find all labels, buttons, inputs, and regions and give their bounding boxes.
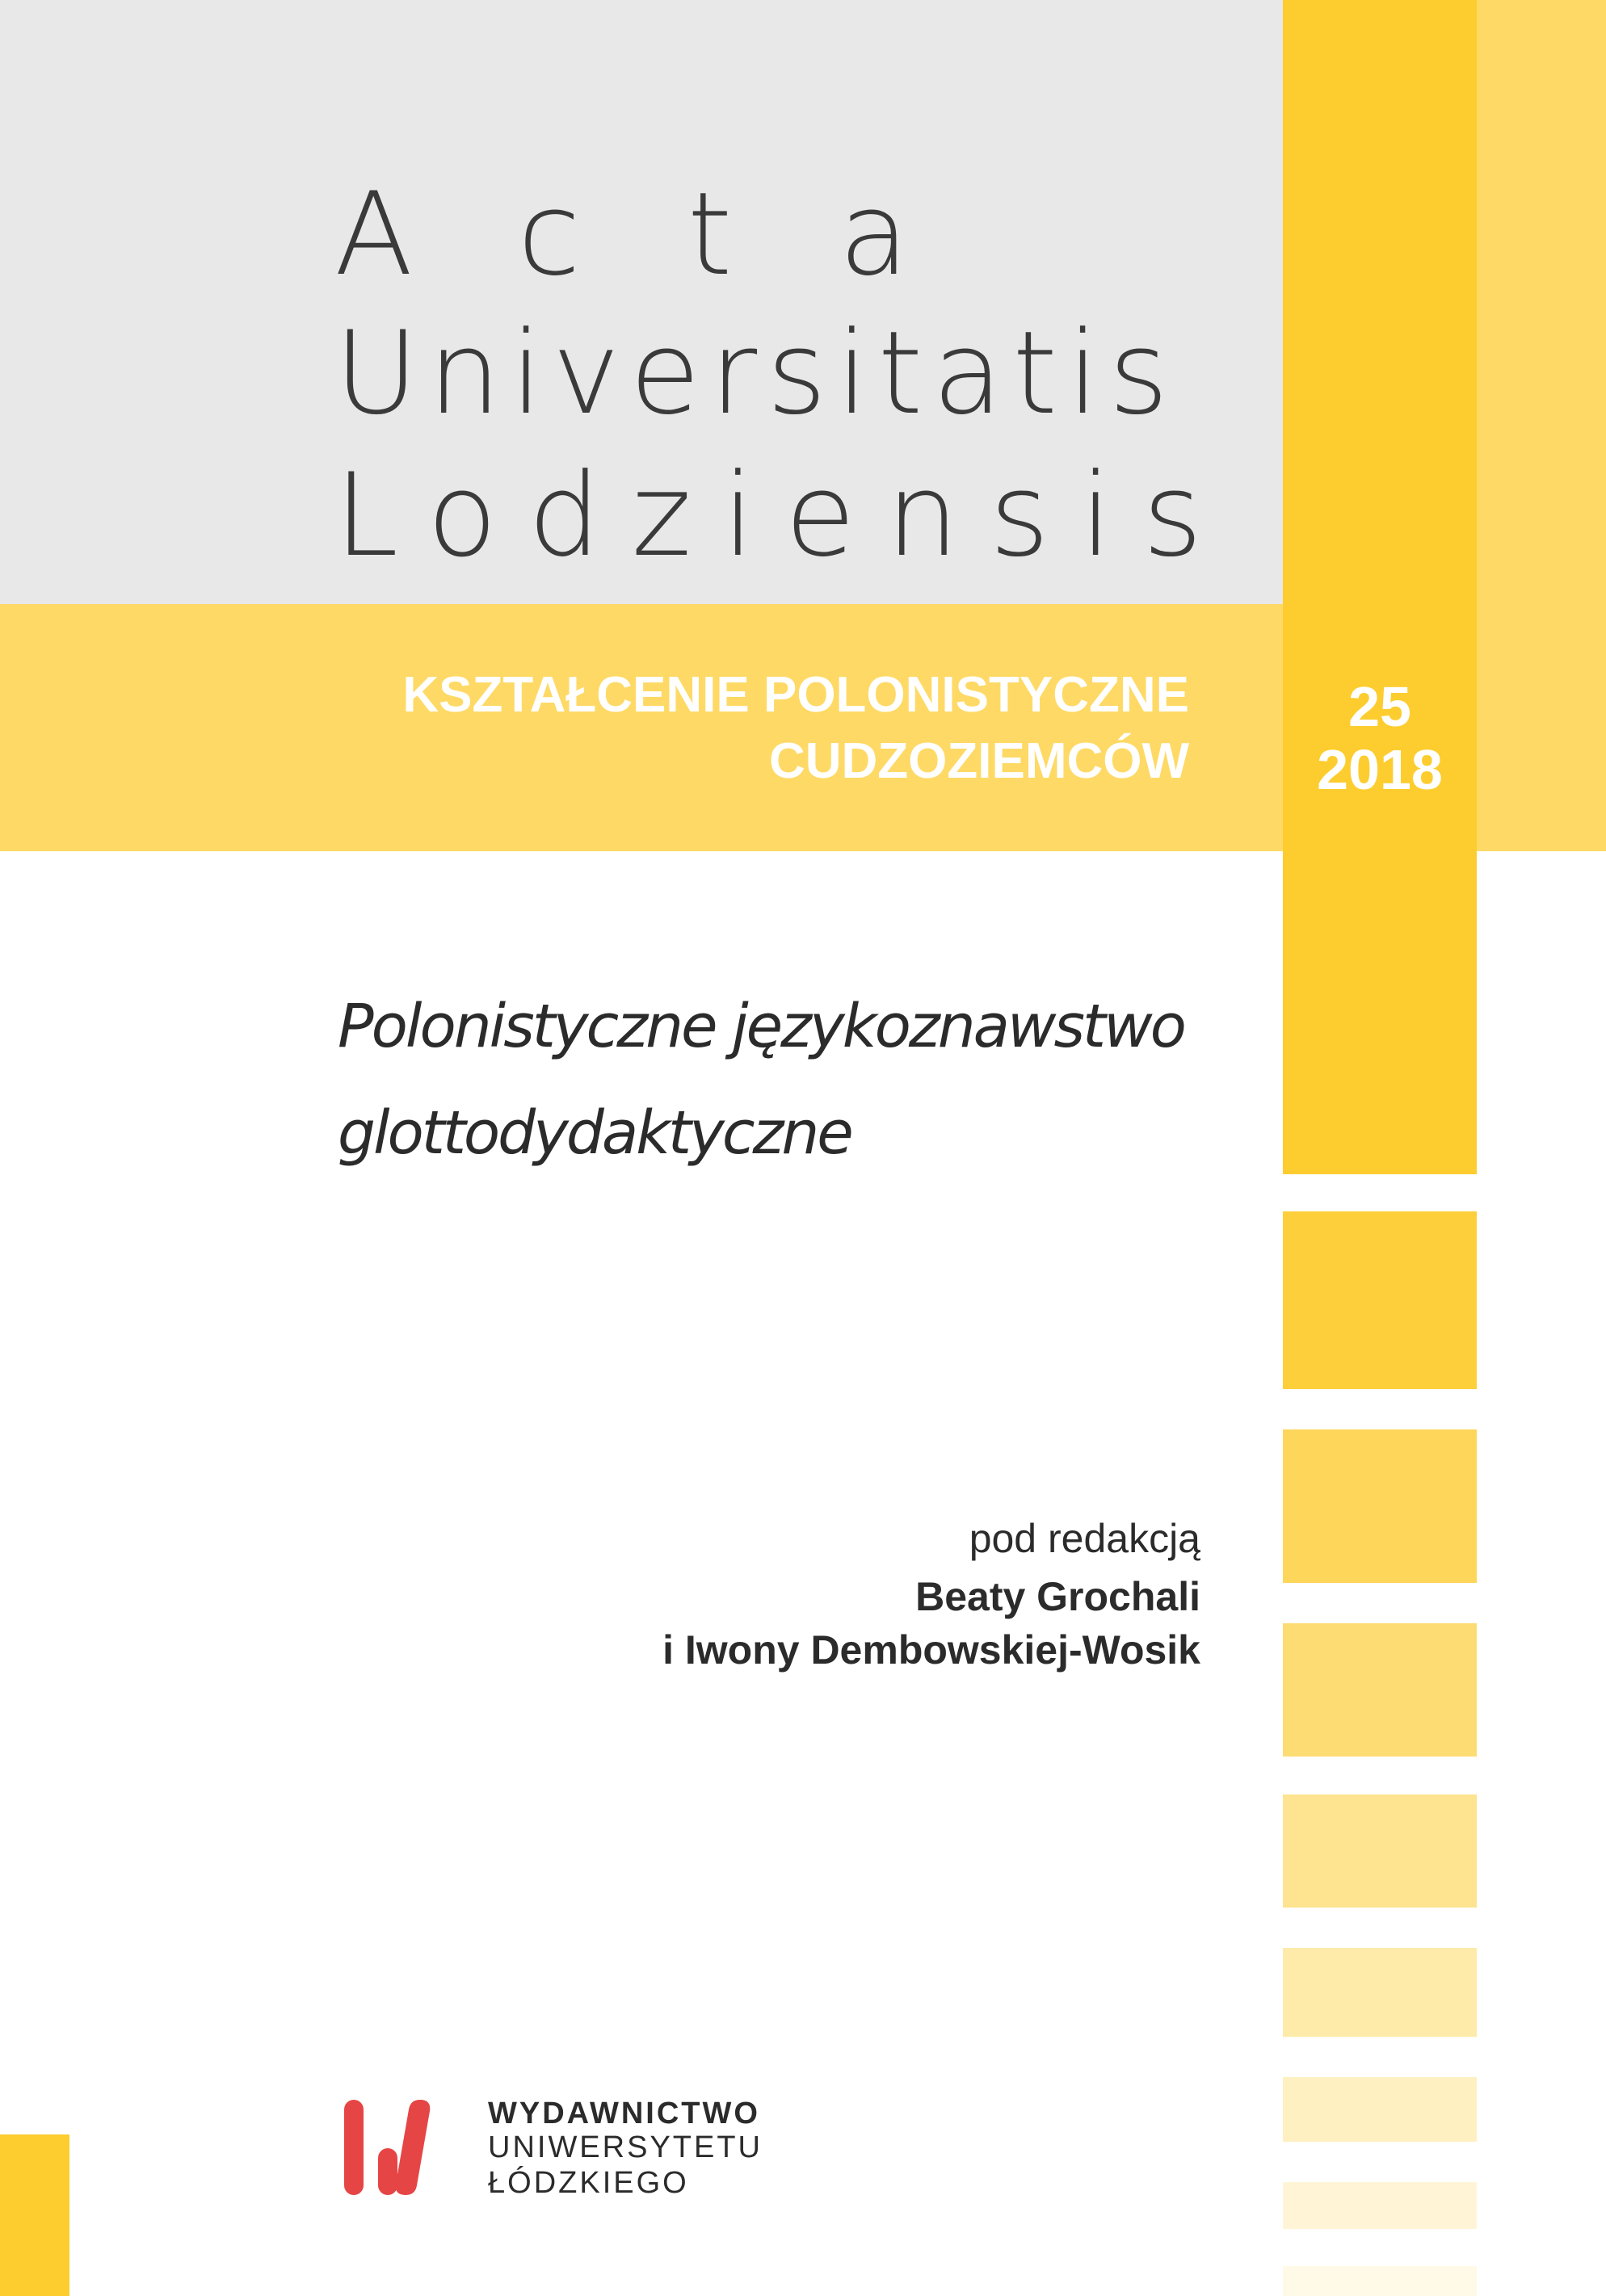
publisher-line: ŁÓDZKIEGO — [488, 2166, 689, 2200]
journal-title-line: Lodziensis — [334, 449, 1234, 582]
journal-title-line: Acta — [334, 168, 1016, 301]
editors-line: pod redakcją — [969, 1516, 1200, 1561]
decor-step — [1283, 2077, 1477, 2142]
wul-logo-icon — [343, 2097, 433, 2198]
editors-line: Beaty Grochali — [915, 1574, 1200, 1619]
decor-step — [1283, 2266, 1477, 2296]
left-accent-tab — [0, 2134, 69, 2296]
decor-step — [1283, 1211, 1477, 1389]
issue-year: 2018 — [1317, 738, 1443, 801]
decor-step — [1283, 1794, 1477, 1908]
decor-step — [1283, 1623, 1477, 1757]
publisher-line: UNIWERSYTETU — [488, 2130, 763, 2164]
volume-subtitle-line: Polonistyczne językoznawstwo — [338, 992, 1184, 1061]
publisher-line: WYDAWNICTWO — [488, 2097, 760, 2130]
series-title-line: CUDZOZIEMCÓW — [768, 733, 1189, 789]
journal-title-line: Universitatis — [334, 307, 1179, 440]
decor-step — [1283, 1429, 1477, 1583]
decor-step — [1283, 1948, 1477, 2037]
series-title-line: KSZTAŁCENIE POLONISTYCZNE — [402, 667, 1189, 723]
yellow-column — [1283, 0, 1477, 1174]
editors-line: i Iwony Dembowskiej-Wosik — [662, 1627, 1200, 1673]
issue-number: 25 — [1348, 675, 1411, 738]
decor-step — [1283, 2182, 1477, 2229]
right-accent-strip — [1477, 0, 1606, 851]
volume-subtitle-line: glottodydaktyczne — [338, 1098, 851, 1168]
